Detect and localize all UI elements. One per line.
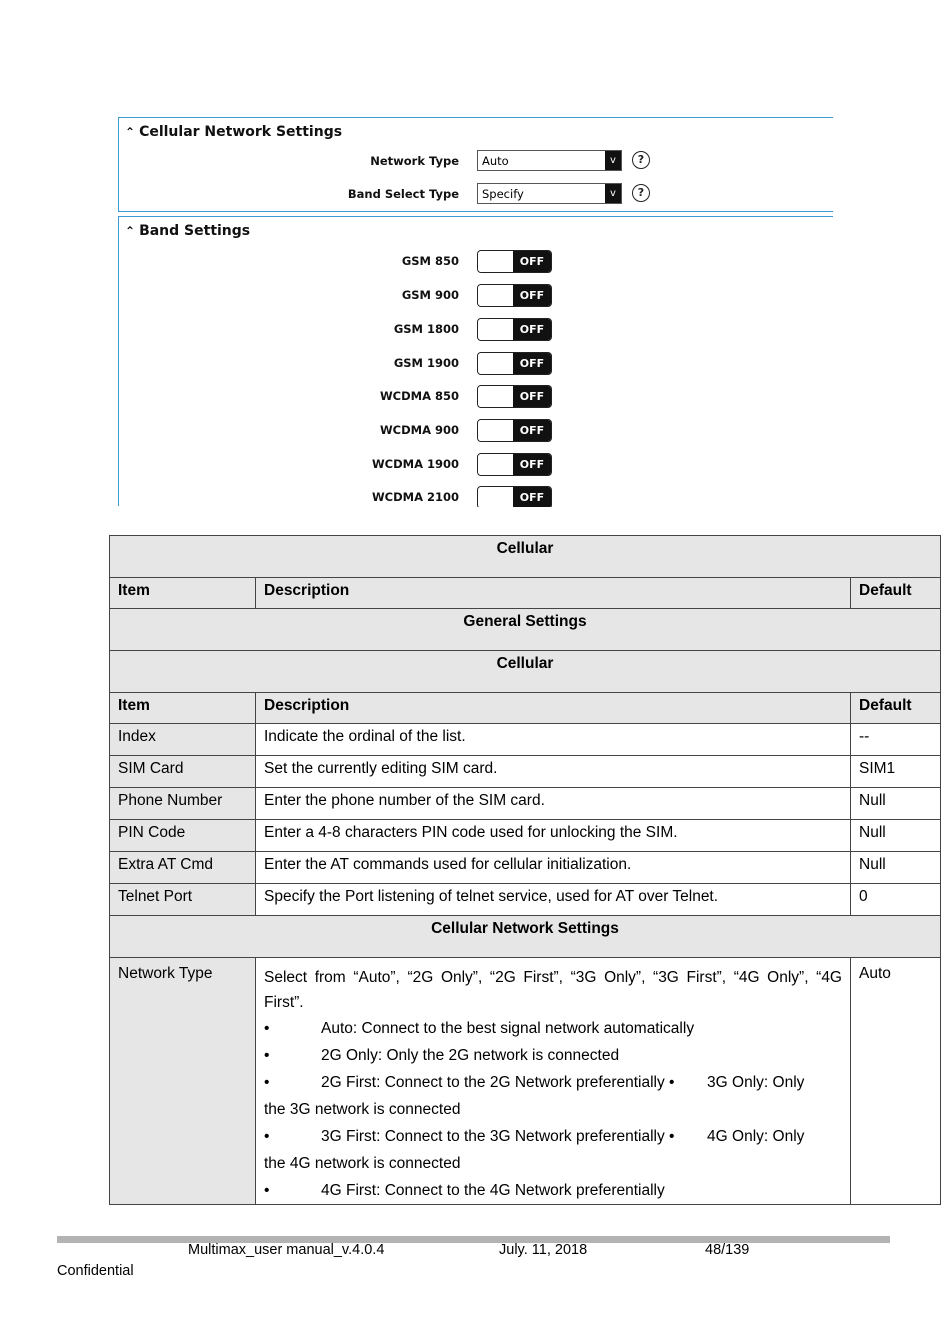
band-row: [119, 250, 819, 274]
band-row: [119, 419, 819, 443]
footer-confidential: Confidential: [57, 1263, 134, 1279]
row-default: Null: [851, 788, 941, 820]
section-heading: Cellular Network Settings: [110, 916, 941, 958]
help-icon[interactable]: ?: [632, 184, 650, 202]
band-select-type-row: [119, 183, 819, 207]
row-description: Set the currently editing SIM card.: [256, 756, 851, 788]
band-label: GSM 1800: [393, 322, 459, 336]
network-type-row: [119, 150, 819, 174]
row-default: Null: [851, 852, 941, 884]
band-toggle[interactable]: OFF: [477, 250, 552, 273]
band-row: [119, 284, 819, 308]
network-type-label: Network Type: [370, 154, 459, 168]
network-type-select[interactable]: Auto v: [477, 150, 622, 171]
table-row: [110, 820, 941, 852]
section-heading: Cellular: [110, 651, 941, 693]
band-row: [119, 486, 819, 507]
row-default: 0: [851, 884, 941, 916]
table-title: Cellular: [110, 536, 941, 578]
band-toggle[interactable]: OFF: [477, 486, 552, 507]
row-description: Enter the AT commands used for cellular initialization.: [256, 852, 851, 884]
cellular-network-settings-panel: [118, 117, 833, 212]
band-toggle[interactable]: OFF: [477, 284, 552, 307]
list-item: the 3G network is connected: [264, 1101, 461, 1118]
table-row: [110, 884, 941, 916]
row-description: Indicate the ordinal of the list.: [256, 724, 851, 756]
row-item: Index: [110, 724, 256, 756]
band-row: [119, 385, 819, 409]
chevron-down-icon: v: [605, 184, 621, 203]
table-row: [110, 852, 941, 884]
row-description: Specify the Port listening of telnet service, used for AT over Telnet.: [256, 884, 851, 916]
band-toggle[interactable]: OFF: [477, 352, 552, 375]
header-description: Description: [256, 693, 851, 724]
row-description: Enter a 4-8 characters PIN code used for unlocking the SIM.: [256, 820, 851, 852]
caret-up-icon[interactable]: ⌃: [125, 125, 136, 139]
band-label: GSM 900: [401, 288, 459, 302]
footer-divider: [57, 1236, 890, 1243]
row-default: Null: [851, 820, 941, 852]
footer-doc-name: Multimax_user manual_v.4.0.4: [188, 1242, 385, 1258]
table-row: [110, 724, 941, 756]
header-default: Default: [851, 578, 941, 609]
row-item: Network Type: [110, 958, 256, 1205]
band-row: [119, 453, 819, 477]
header-item: Item: [110, 578, 256, 609]
table-row: [110, 756, 941, 788]
band-select-type-select[interactable]: Specify v: [477, 183, 622, 204]
header-description: Description: [256, 578, 851, 609]
cellular-settings-table: [109, 535, 941, 1205]
table-row: [110, 958, 941, 1205]
band-select-type-label: Band Select Type: [347, 187, 459, 201]
band-label: WCDMA 850: [379, 389, 459, 403]
row-description: [256, 958, 851, 1205]
footer-page-number: 48/139: [705, 1242, 750, 1258]
list-item: • 3G First: Connect to the 3G Network preferentially • 4G Only: Only: [264, 1128, 805, 1145]
band-label: WCDMA 900: [379, 423, 459, 437]
header-default: Default: [851, 693, 941, 724]
band-settings-panel: [118, 216, 833, 506]
band-row: [119, 318, 819, 342]
panel-title[interactable]: ⌃ Cellular Network Settings: [125, 124, 343, 140]
row-default: --: [851, 724, 941, 756]
row-item: Extra AT Cmd: [110, 852, 256, 884]
band-label: WCDMA 1900: [371, 457, 459, 471]
network-type-intro: Select from “Auto”, “2G Only”, “2G First”, “3G Only”, “3G First”, “4G Only”, “4G First”.: [264, 969, 842, 1011]
chevron-down-icon: v: [605, 151, 621, 170]
section-heading: General Settings: [110, 609, 941, 651]
band-toggle[interactable]: OFF: [477, 385, 552, 408]
row-item: PIN Code: [110, 820, 256, 852]
band-label: GSM 850: [401, 254, 459, 268]
panel-title[interactable]: ⌃ Band Settings: [125, 223, 251, 239]
band-label: GSM 1900: [393, 356, 459, 370]
list-item: • 2G Only: Only the 2G network is connected: [264, 1047, 620, 1064]
row-item: SIM Card: [110, 756, 256, 788]
row-default: Auto: [851, 958, 941, 1205]
row-item: Phone Number: [110, 788, 256, 820]
list-item: • 4G First: Connect to the 4G Network preferentially: [264, 1182, 665, 1199]
row-description: Enter the phone number of the SIM card.: [256, 788, 851, 820]
list-item: • 2G First: Connect to the 2G Network preferentially • 3G Only: Only: [264, 1074, 805, 1091]
help-icon[interactable]: ?: [632, 151, 650, 169]
band-toggle[interactable]: OFF: [477, 419, 552, 442]
header-item: Item: [110, 693, 256, 724]
list-item: • Auto: Connect to the best signal network automatically: [264, 1020, 695, 1037]
table-row: [110, 788, 941, 820]
row-default: SIM1: [851, 756, 941, 788]
row-item: Telnet Port: [110, 884, 256, 916]
band-label: WCDMA 2100: [371, 490, 459, 504]
footer-date: July. 11, 2018: [499, 1242, 588, 1258]
band-toggle[interactable]: OFF: [477, 318, 552, 341]
caret-up-icon[interactable]: ⌃: [125, 224, 136, 238]
band-row: [119, 352, 819, 376]
list-item: the 4G network is connected: [264, 1155, 461, 1172]
band-toggle[interactable]: OFF: [477, 453, 552, 476]
